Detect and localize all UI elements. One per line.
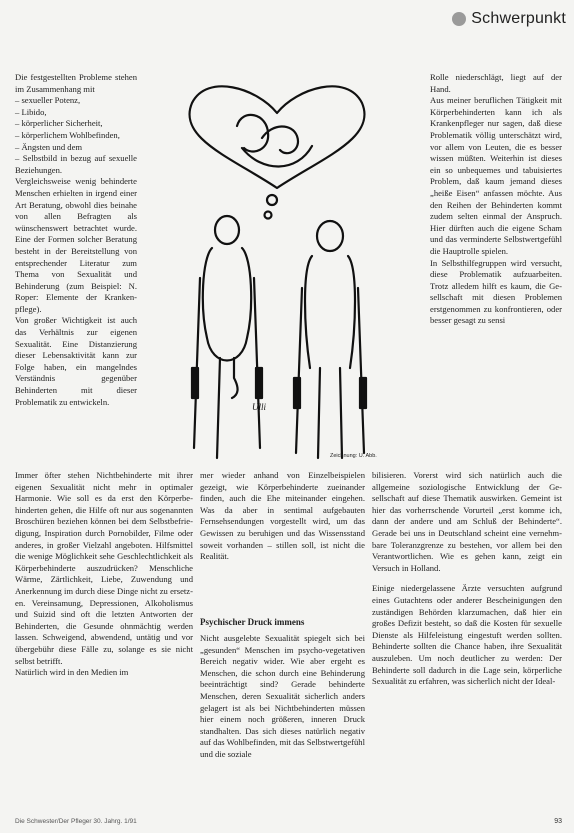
bubble-dot: [265, 212, 272, 219]
illustration-couple-heart: [172, 78, 382, 463]
list-item: – sexueller Potenz,: [15, 95, 81, 106]
right-figure: [294, 221, 366, 458]
section-header: [452, 10, 566, 28]
body-paragraph: In Selbsthilfegruppen wird versucht, diese Problematik aufzuarbeiten. Trotz alledem hilft es kaum, die Gesellschaft mit diesen Problemen erstgenommen zu konfrontieren, oder besser gesagt zu sensi: [430, 257, 562, 326]
problem-list: [15, 95, 137, 176]
page-footer: Die Schwester/Der Pfleger 30. Jahrg. 1/91: [15, 818, 137, 825]
column-1-top: [15, 72, 137, 408]
illustration-caption: Zeichnung: U. Abb.: [330, 453, 377, 459]
list-item: – Selbstbild in bezug auf sexuelle Beziehungen.: [15, 153, 137, 175]
page-number: 93: [554, 818, 562, 825]
body-paragraph: Aus meiner beruflichen Tätigkeit mit Körperbehinderten kann ich als Krankenpfleger nur sagen, daß diese Problematik völlig unterschätzt wird, vor allem von Leuten, die es besser wissen müßten. Weiterhin ist dieses ein so unbequemes und tabuisiertes Problem, daß kaum jemand dieses „heiße Eisen“ anfassen möchte. Aus den Reihen der Behinderten kommt zudem selten einmal der Anspruch. Hier dürften auch die eigene Scham und das verminderte Selbstwertgefühl die Hauptrolle spielen.: [430, 95, 562, 256]
section-bullet-icon: [452, 12, 466, 26]
body-paragraph: Nicht ausgelebte Sexualität spiegelt sich bei „gesunden“ Menschen im psycho-vegetativen Bereich negativ wider. Wie aber ergeht es Menschen, die schon durch eine Behinderung beeinträchtigt sind? Gerade behinderte Menschen, deren Sexualität sicherlich anders gelagert ist als bei Nichtbehinderten müssen hier einem noch größeren, inneren Druck standhalten. Das sich dieses natürlich negativ auf das Wohlbefinden, mit das Selbstwertgefühl und die soziale: [200, 633, 365, 759]
body-paragraph: Einige niedergelassene Ärzte versuchten aufgrund eines Gutachtens oder anderer Bescheinigungen den zuständigen Behörden klarzumachen, daß hier ein großes Defizit besteht, so daß die Kosten für sexuelle Dienste als Hilfeleistung eingestuft werden sollten. Behinderte sollten die Chance haben, ihre Sexualität auszuleben. Um noch deutlicher zu werden: Der Behinderte soll dadurch in die Lage sein, körperliche Sexualität zu erfahren, was sicherlich nicht der Ideal-: [372, 583, 562, 687]
section-title: Schwerpunkt: [471, 10, 566, 27]
column-1-bottom: [15, 470, 193, 679]
column-3-bottom: [372, 470, 562, 688]
artist-signature: Ulli: [252, 402, 267, 412]
body-paragraph: Immer öfter stehen Nichtbehinderte mit ihrer eigenen Sexualität nicht mehr in optimaler Harmonie. Wie soll es da erst den Körperbehinderten gehen, die Hilfe oft nur aus sogenannten Broschüren beziehen können bei dem Selbstbefriedigung, Inspiration durch Pornobilder, Filme oder anderes, in großer Vielzahl angeboten. Hilfsmittel die wenige Möglichkeit sehe Geschlechtlichkeit als Körperbehinderte auszudrücken? Menschliche Wärme, Zärtlichkeit, Liebe, Zuwendung und Anerkennung im durch diese Dinge nicht zu ersetzen. Vereinsamung, Depressionen, Alkoholismus und Suizid sind oft die letzten Antworten der Behinderten, die Gesunde ohnmächtig werden lassen. Schweigend, abwendend, untätig und vor übergebühr diese Fälle zu, solange es sie nicht selbst betrifft.: [15, 470, 193, 666]
list-item: – körperlichem Wohlbefinden,: [15, 129, 120, 140]
bubble-dot: [267, 195, 277, 205]
body-paragraph: bilisieren. Vorerst wird sich natürlich auch die allgemeine soziologische Entwicklung der Gesellschaft auf diese Thematik auswirken. Gemeint ist hier das vorherrschende Vorurteil „erst komme ich, dann der andere und am Schluß der Behinderte“. Gerade bei uns in Deutschland scheint eine vernehmbare Toleranzgrenze zu bestehen, vor allem bei den Verantwortlichen. Wie es gehen kann, zeigt ein Versuch in Holland.: [372, 470, 562, 573]
intro-paragraph: Die festgestellten Probleme stehen im Zusammenhang mit: [15, 72, 137, 94]
list-item: – Ängsten und dem: [15, 141, 83, 152]
column-2-lower: [200, 633, 365, 761]
list-item: – Libido,: [15, 106, 47, 117]
list-item: – körperlicher Sicherheit,: [15, 118, 103, 129]
column-2: [200, 470, 365, 563]
body-paragraph: Rolle niederschlägt, liegt auf der Hand.: [430, 72, 562, 94]
column-3-top: [430, 72, 562, 327]
body-paragraph: Natürlich wird in den Medien im: [15, 667, 129, 678]
subheading: Psychischer Druck immens: [200, 617, 305, 627]
body-paragraph: Von großer Wichtigkeit ist auch das Verhältnis zur eigenen Sexualität. Eine Distanzierung dieser Lebensaktivität kann zur Folge haben, ein mangelndes Verständnis gegenüber Behinderten mit dieser Problematik zu entwickeln.: [15, 315, 137, 407]
heart-thought-bubble: [189, 86, 364, 188]
body-paragraph: Vergleichsweise wenig behinderte Menschen erhielten in irgend einer Art Beratung, obwohl dies beinahe von allen Befragten als wünschenswert betrachtet wurde. Eine der Formen solcher Beratung besteht in der Bereitstellung von entsprechender Literatur zum Thema von Sexualität und Behinderung (zum Beispiel: N. Roper: Elemente der Krankenpflege).: [15, 176, 137, 314]
embracing-figures-line: [237, 115, 312, 167]
left-figure: [192, 216, 262, 458]
body-paragraph: mer wieder anhand von Einzelbeispielen gezeigt, wie Körperbehinderte zueinander finden, auch die Ehe miteinander eingehen. Was da aber in sentimal aufgebauten Fernsehsendungen vorgestellt wird, um das Gewissen zu beruhigen und das Wissensstand soweit vorhanden – stillen soll, ist nicht die Realität.: [200, 470, 365, 562]
